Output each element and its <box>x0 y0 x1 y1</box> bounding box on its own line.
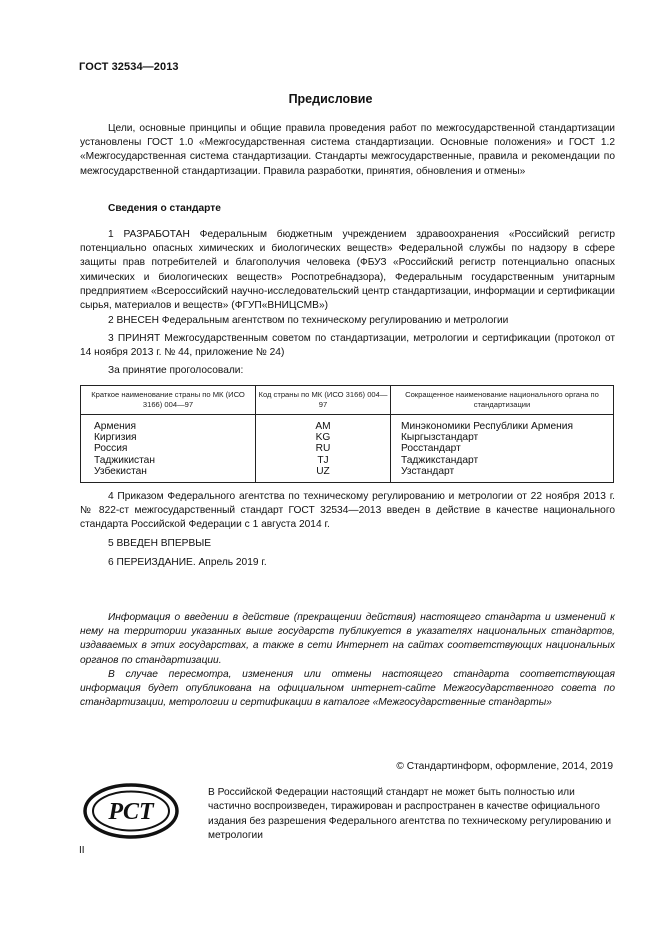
voted-label <box>80 364 615 378</box>
reproduction-notice <box>208 786 615 843</box>
notice-text: В Российской Федерации настоящий стандарт не может быть полностью или частично воспроизведен, тиражирован и распространен в качестве официального издания без разрешения Федерального агентства по техническому регулированию и метрологии <box>208 787 612 841</box>
intro-text: Цели, основные принципы и общие правила проведения работ по межгосударственной стандартизации установлены ГОСТ 1.0 «Межгосударственная система стандартизации. Основные положения» и ГОСТ 1.2 «Межгосударственная система стандартизации. Стандарты межгосударственные, правила и рекомендации по межгосударственной стандартизации. Правила разработки, принятия, обновления и отмены» <box>80 123 615 177</box>
item-4-text: 4 Приказом Федерального агентства по техническому регулированию и метрологии от 22 ноября 2013 г. № 822-ст межгосударственный стандарт ГОСТ 32534—2013 введен в действие в качестве национального стандарта Российской Федерации с 1 августа 2014 г. <box>80 491 615 531</box>
item-6-text: 6 ПЕРЕИЗДАНИЕ. Апрель 2019 г. <box>108 557 267 568</box>
table-header-code: Код страны по МК (ИСО 3166) 004—97 <box>256 386 391 415</box>
item-6 <box>80 556 615 570</box>
rst-logo <box>82 782 180 845</box>
item-2-text: 2 ВНЕСЕН Федеральным агентством по техническому регулированию и метрологии <box>108 315 509 326</box>
info-paragraph-1: Информация о введении в действие (прекращении действия) настоящего стандарта и изменений к нему на территории указанных выше государств публикуется в указателях национальных стандартов, издаваемых в этих государствах, а также в сети Интернет на сайтах соответствующих национальных органов по стандартизации. <box>80 612 615 666</box>
voting-table <box>80 385 614 483</box>
voted-text: За принятие проголосовали: <box>108 365 244 376</box>
item-3 <box>80 332 615 360</box>
item-2 <box>80 314 615 328</box>
copyright: © Стандартинформ, оформление, 2014, 2019 <box>396 761 613 772</box>
info-paragraph-2: В случае пересмотра, изменения или отмены настоящего стандарта соответствующая информация будет опубликована на официальном интернет-сайте Межгосударственного совета по стандартизации, метрологии и сертификации в каталоге «Межгосударственные стандарты» <box>80 668 615 709</box>
item-5-text: 5 ВВЕДЕН ВПЕРВЫЕ <box>108 538 212 549</box>
intro-paragraph <box>80 122 615 179</box>
table-header-row <box>81 386 614 415</box>
item-4 <box>80 490 615 533</box>
code-list: AM KG RU TJ UZ <box>256 415 391 483</box>
country-list: Армения Киргизия Россия Таджикистан Узбекистан <box>81 415 256 483</box>
item-3-text: 3 ПРИНЯТ Межгосударственным советом по стандартизации, метрологии и сертификации (протокол от 14 ноября 2013 г. № 44, приложение № 24) <box>80 333 615 359</box>
item-1 <box>80 228 615 313</box>
table-row <box>81 415 614 483</box>
item-1-text: 1 РАЗРАБОТАН Федеральным бюджетным учреждением здравоохранения «Российский регистр потенциально опасных химических и биологических веществ» Федеральной службы по надзору в сфере защиты прав потребителей и благополучия человека (ФБУЗ «Российский регистр потенциально опасных химических и биологических веществ» Роспотребнадзора), Федеральным государственным унитарным предприятием «Всероссийский научно-исследовательский центр стандартизации, информации и сертификации сырья, материалов и веществ» (ФГУП«ВНИЦСМВ») <box>80 229 615 312</box>
page-title: Предисловие <box>288 92 373 106</box>
table-header-body: Сокращенное наименование национального органа по стандартизации <box>391 386 614 415</box>
section-subtitle: Сведения о стандарте <box>108 203 221 214</box>
rst-logo-text: РСТ <box>108 799 154 825</box>
table-header-country: Краткое наименование страны по МК (ИСО 3166) 004—97 <box>81 386 256 415</box>
rst-logo-icon <box>82 782 180 840</box>
info-block <box>80 611 615 710</box>
document-code: ГОСТ 32534—2013 <box>79 61 179 73</box>
item-5 <box>80 537 615 551</box>
page-number: II <box>79 845 85 856</box>
body-list: Минэкономики Республики Армения Кыргызстандарт Росстандарт Таджикстандарт Узстандарт <box>391 415 614 483</box>
